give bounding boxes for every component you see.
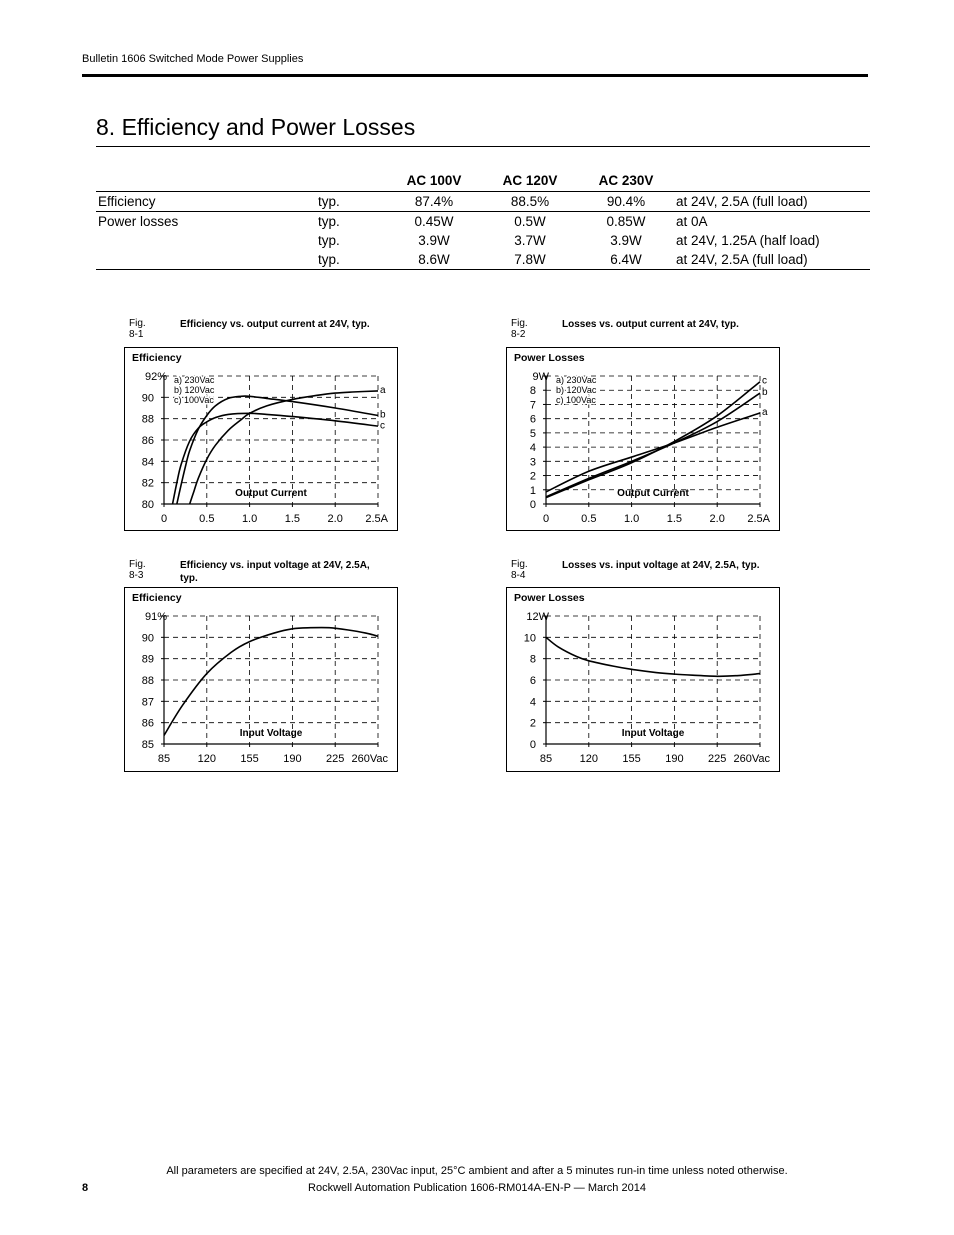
x-tick-label: 260Vac — [351, 753, 388, 765]
row-label: Power losses — [98, 214, 179, 229]
row-condition: at 24V, 2.5A (full load) — [676, 194, 808, 209]
x-tick-label: 1.5 — [666, 513, 683, 525]
series-label: a — [380, 384, 386, 396]
cell-value: 3.7W — [514, 233, 546, 248]
table-row — [96, 212, 870, 232]
legend-entry: c) 100Vac — [174, 395, 214, 405]
x-tick-label: 120 — [579, 753, 598, 765]
x-tick-label: 155 — [622, 753, 641, 765]
y-tick-label: 3 — [529, 456, 536, 469]
x-tick-label: 190 — [665, 753, 684, 765]
legend-entry: a) 230Vac — [556, 375, 597, 385]
y-tick-label: 0 — [529, 739, 536, 751]
y-tick-label: 10 — [523, 632, 536, 645]
y-tick-label: 8 — [529, 653, 536, 666]
figure-number: Fig. 8-2 — [511, 318, 528, 340]
y-tick-label: 84 — [141, 456, 154, 469]
footer-note: All parameters are specified at 24V, 2.5A, 230Vac input, 25°C ambient and after a 5 minutes run-in time unless noted otherwise. — [166, 1165, 788, 1177]
series-label: b — [380, 409, 386, 421]
spec-table-header-row — [96, 170, 870, 192]
y-tick-label: 90 — [141, 392, 154, 405]
column-header: AC 120V — [502, 173, 558, 188]
y-tick-label: 12W — [526, 611, 549, 623]
x-tick-label: 85 — [157, 753, 171, 765]
series-label: a — [762, 406, 768, 418]
x-tick-label: 2.5A — [747, 513, 770, 525]
y-tick-label: 6 — [529, 675, 536, 687]
y-tick-label: 4 — [529, 442, 536, 455]
x-tick-label: 120 — [197, 753, 216, 765]
x-tick-label: 1.0 — [241, 513, 258, 525]
x-tick-label: 1.0 — [623, 513, 640, 525]
series-label: c — [762, 375, 767, 387]
legend-entry: b) 120Vac — [174, 385, 215, 395]
chart-title: Power Losses — [514, 352, 585, 364]
y-tick-label: 2 — [529, 717, 536, 730]
chart-title: Power Losses — [514, 592, 585, 604]
row-qualifier: typ. — [318, 252, 340, 267]
y-tick-label: 80 — [141, 499, 154, 511]
series-line — [546, 637, 760, 676]
y-tick-label: 7 — [529, 399, 536, 412]
footer-publication: Rockwell Automation Publication 1606-RM014A-EN-P — March 2014 — [308, 1182, 646, 1194]
cell-value: 90.4% — [606, 194, 646, 209]
column-header: AC 100V — [406, 173, 462, 188]
y-tick-label: 1 — [529, 484, 536, 497]
y-tick-label: 9W — [532, 371, 549, 383]
row-qualifier: typ. — [318, 194, 340, 209]
losses-vs-voltage-chart — [506, 587, 780, 772]
x-tick-label: 0 — [160, 513, 168, 525]
x-tick-label: 260Vac — [733, 753, 770, 765]
row-label — [96, 250, 318, 270]
y-tick-label: 85 — [141, 739, 154, 751]
y-tick-label: 86 — [141, 435, 154, 447]
efficiency-vs-voltage-chart — [124, 587, 398, 772]
page-number: 8 — [82, 1182, 89, 1194]
chart-svg — [125, 588, 397, 771]
legend-entry: b) 120Vac — [556, 385, 597, 395]
figure-title: Efficiency vs. input voltage at 24V, 2.5A, typ. — [180, 560, 370, 584]
row-condition: at 0A — [676, 214, 708, 229]
y-tick-label: 4 — [529, 696, 536, 709]
cell-value: 8.6W — [418, 252, 450, 267]
row-label — [96, 231, 318, 250]
chart-svg — [507, 588, 779, 771]
x-tick-label: 155 — [240, 753, 259, 765]
cell-value: 6.4W — [610, 252, 642, 267]
figure-number: Fig. 8-4 — [511, 559, 528, 581]
x-tick-label: 2.0 — [327, 513, 343, 525]
x-tick-label: 0.5 — [199, 513, 215, 525]
cell-value: 87.4% — [414, 194, 454, 209]
running-header: Bulletin 1606 Switched Mode Power Supplies — [82, 53, 304, 65]
series-label: c — [380, 420, 385, 432]
figure-number: Fig. 8-3 — [129, 559, 146, 581]
y-tick-label: 87 — [141, 696, 154, 709]
row-qualifier: typ. — [318, 233, 340, 248]
y-tick-label: 88 — [141, 413, 154, 426]
x-tick-label: 225 — [708, 753, 727, 765]
table-row — [96, 250, 870, 270]
row-condition: at 24V, 1.25A (half load) — [676, 233, 820, 248]
cell-value: 3.9W — [418, 233, 450, 248]
y-tick-label: 82 — [141, 477, 154, 490]
row-qualifier: typ. — [318, 214, 340, 229]
efficiency-vs-current-chart — [124, 347, 398, 531]
series-label: b — [762, 387, 768, 399]
x-tick-label: 2.5A — [365, 513, 388, 525]
series-line — [164, 628, 378, 736]
x-tick-label: 190 — [283, 753, 302, 765]
x-tick-label: 2.0 — [709, 513, 725, 525]
spec-table — [96, 170, 870, 270]
column-header: AC 230V — [598, 173, 654, 188]
legend-entry: c) 100Vac — [556, 395, 596, 405]
figure-title: Efficiency vs. output current at 24V, typ. — [180, 319, 370, 330]
figure-title: Losses vs. input voltage at 24V, 2.5A, typ. — [562, 560, 760, 571]
chart-svg — [507, 348, 779, 530]
x-axis-label: Output Current — [235, 488, 307, 499]
table-row — [96, 231, 870, 250]
cell-value: 0.85W — [606, 214, 646, 229]
losses-vs-current-chart — [506, 347, 780, 531]
cell-value: 3.9W — [610, 233, 642, 248]
table-row — [96, 192, 870, 212]
y-tick-label: 91% — [144, 611, 167, 623]
y-tick-label: 0 — [529, 499, 536, 511]
section-title: 8. Efficiency and Power Losses — [96, 114, 416, 140]
y-tick-label: 8 — [529, 385, 536, 398]
chart-title: Efficiency — [132, 592, 182, 604]
y-tick-label: 5 — [529, 427, 536, 440]
x-tick-label: 1.5 — [284, 513, 301, 525]
chart-svg — [125, 348, 397, 530]
y-tick-label: 89 — [141, 653, 154, 666]
y-tick-label: 90 — [141, 632, 154, 645]
x-axis-label: Input Voltage — [621, 728, 685, 739]
x-axis-label: Output Current — [617, 488, 689, 499]
x-tick-label: 85 — [539, 753, 553, 765]
x-tick-label: 0 — [542, 513, 550, 525]
cell-value: 7.8W — [514, 252, 546, 267]
y-tick-label: 86 — [141, 717, 154, 730]
legend-entry: a) 230Vac — [174, 375, 215, 385]
y-tick-label: 2 — [529, 470, 536, 483]
chart-title: Efficiency — [132, 352, 182, 364]
figure-number: Fig. 8-1 — [129, 318, 146, 340]
x-tick-label: 225 — [326, 753, 345, 765]
row-label: Efficiency — [98, 194, 156, 209]
figure-title: Losses vs. output current at 24V, typ. — [562, 319, 739, 330]
x-tick-label: 0.5 — [581, 513, 597, 525]
cell-value: 0.45W — [414, 214, 454, 229]
cell-value: 0.5W — [514, 214, 546, 229]
title-rule — [96, 146, 870, 147]
y-tick-label: 88 — [141, 675, 154, 687]
row-condition: at 24V, 2.5A (full load) — [676, 252, 808, 267]
y-tick-label: 92% — [144, 371, 167, 383]
y-tick-label: 6 — [529, 413, 536, 426]
x-axis-label: Input Voltage — [239, 728, 303, 739]
cell-value: 88.5% — [510, 194, 550, 209]
header-rule — [82, 74, 868, 77]
